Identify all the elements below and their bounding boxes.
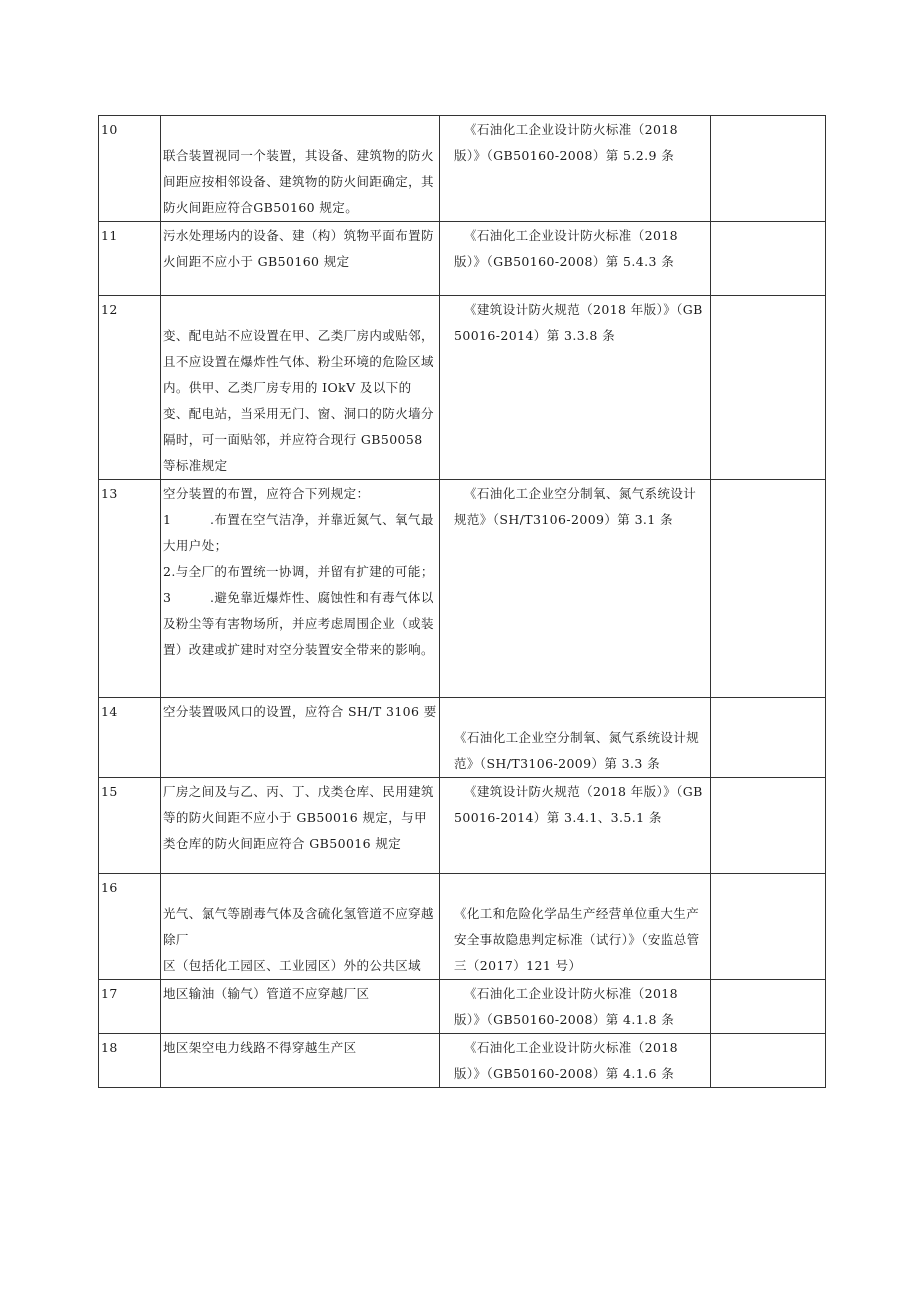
row-number: 18 [99,1034,161,1088]
basis-reference: 《化工和危险化学品生产经营单位重大生产安全事故隐患判定标准（试行）》（安监总管三（2017）121 号） [440,874,711,980]
check-item: 地区架空电力线路不得穿越生产区 [161,1034,440,1088]
basis-reference: 《石油化工企业设计防火标准（2018 版）》（GB50160-2008）第 4.1.8 条 [440,980,711,1034]
check-item: 空分装置的布置，应符合下列规定： 1 .布置在空气洁净，并靠近氮气、氧气最大用户处； 2.与全厂的布置统一协调，并留有扩建的可能； 3 .避免靠近爆炸性、腐蚀性和有毒气体以及粉尘等有害物场所，并应考虑周围企业（或装置）改建或扩建时对空分装置安全带来的影响。 [161,480,440,698]
check-item: 空分装置吸风口的设置，应符合 SH/T 3106 要 [161,698,440,778]
result-cell [711,116,826,222]
table-row [99,222,826,296]
basis-reference: 《石油化工企业设计防火标准（2018 版）》（GB50160-2008）第 5.2.9 条 [440,116,711,222]
check-item: 变、配电站不应设置在甲、乙类厂房内或贴邻，且不应设置在爆炸性气体、粉尘环境的危险区域内。供甲、乙类厂房专用的 IOkV 及以下的变、配电站，当采用无门、窗、洞口的防火墙分隔时，可一面贴邻，并应符合现行 GB50058 等标准规定 [161,296,440,480]
check-item: 联合装置视同一个装置，其设备、建筑物的防火间距应按相邻设备、建筑物的防火间距确定，其防火间距应符合GB50160 规定。 [161,116,440,222]
result-cell [711,1034,826,1088]
check-item: 污水处理场内的设备、建（构）筑物平面布置防火间距不应小于 GB50160 规定 [161,222,440,296]
table-row [99,980,826,1034]
result-cell [711,222,826,296]
row-number: 12 [99,296,161,480]
table-row [99,116,826,222]
table-row [99,1034,826,1088]
table-row [99,296,826,480]
basis-reference: 《石油化工企业空分制氧、氮气系统设计规范》（SH/T3106-2009）第 3.1 条 [440,480,711,698]
basis-reference: 《石油化工企业设计防火标准（2018 版）》（GB50160-2008）第 5.4.3 条 [440,222,711,296]
basis-reference: 《建筑设计防火规范（2018 年版）》（GB50016-2014）第 3.4.1、3.5.1 条 [440,778,711,874]
row-number: 10 [99,116,161,222]
table-row [99,874,826,980]
row-number: 15 [99,778,161,874]
table-row [99,778,826,874]
check-item: 地区输油（输气）管道不应穿越厂区 [161,980,440,1034]
row-number: 17 [99,980,161,1034]
inspection-table [98,115,826,1088]
row-number: 14 [99,698,161,778]
check-item: 厂房之间及与乙、丙、丁、戊类仓库、民用建筑等的防火间距不应小于 GB50016 规定，与甲类仓库的防火间距应符合 GB50016 规定 [161,778,440,874]
check-item: 光气、氯气等剧毒气体及含硫化氢管道不应穿越除厂 区（包括化工园区、工业园区）外的公共区域 [161,874,440,980]
basis-reference: 《建筑设计防火规范（2018 年版）》（GB50016-2014）第 3.3.8 条 [440,296,711,480]
basis-reference: 《石油化工企业设计防火标准（2018 版）》（GB50160-2008）第 4.1.6 条 [440,1034,711,1088]
result-cell [711,480,826,698]
result-cell [711,778,826,874]
result-cell [711,874,826,980]
row-number: 13 [99,480,161,698]
row-number: 11 [99,222,161,296]
result-cell [711,980,826,1034]
result-cell [711,296,826,480]
result-cell [711,698,826,778]
row-number: 16 [99,874,161,980]
basis-reference: 《石油化工企业空分制氧、氮气系统设计规范》（SH/T3106-2009）第 3.3 条 [440,698,711,778]
table-row [99,480,826,698]
table-row [99,698,826,778]
